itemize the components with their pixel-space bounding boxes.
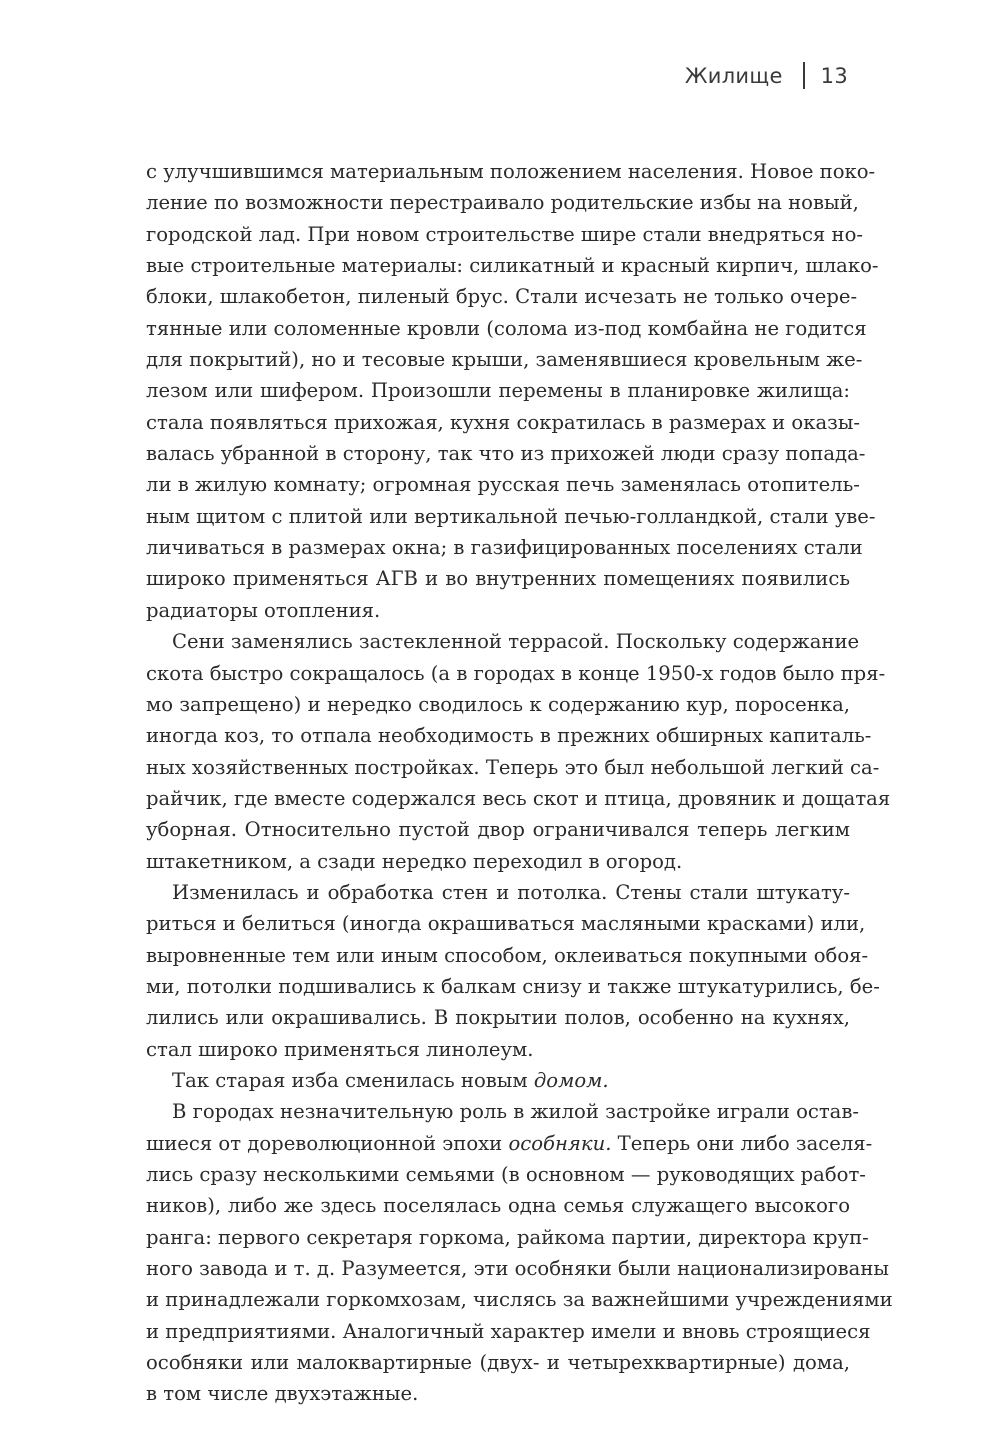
paragraph-5: [146, 1096, 893, 1409]
paragraph-4: [146, 1065, 850, 1096]
text-run: Так старая изба сменилась новым: [172, 1068, 534, 1092]
italic-term-dom: домом.: [533, 1068, 609, 1092]
text-line: и предприятиями. Аналогичный характер имели и вновь строящиеся: [146, 1319, 871, 1343]
text-line: личиваться в размерах окна; в газифицированных поселениях стали: [146, 536, 863, 560]
text-line: вые строительные материалы: силикатный и красный кирпич, шлако-: [146, 254, 879, 278]
text-line: городской лад. При новом строительстве шире стали внедряться но-: [146, 222, 863, 246]
text-line: радиаторы отопления.: [146, 598, 381, 622]
text-line: широко применяться АГВ и во внутренних помещениях появились: [146, 567, 850, 591]
text-line: в том числе двухэтажные.: [146, 1382, 419, 1406]
text-line: блоки, шлакобетон, пиленый брус. Стали исчезать не только очере-: [146, 285, 858, 309]
text-line: ного завода и т. д. Разумеется, эти особняки были национализированы: [146, 1257, 890, 1281]
header-divider: [803, 62, 805, 89]
text-line: [146, 1065, 850, 1096]
text-line: лезом или шифером. Произошли перемены в планировке жилища:: [146, 379, 850, 403]
text-line: выровненные тем или иным способом, оклеиваться покупными обоя-: [146, 943, 869, 967]
text-line: ми, потолки подшивались к балкам снизу и также штукатурились, бе-: [146, 974, 880, 998]
text-line: Сени заменялись застекленной террасой. Поскольку содержание: [172, 630, 860, 654]
text-line: иногда коз, то отпала необходимость в прежних обширных капиталь-: [146, 724, 872, 748]
text-line: и принадлежали горкомхозам, числясь за важнейшими учреждениями: [146, 1288, 893, 1312]
text-line: райчик, где вместе содержался весь скот и птица, дровяник и дощатая: [146, 786, 891, 810]
text-run: шиеся от дореволюционной эпохи: [146, 1131, 509, 1155]
text-line: В городах незначительную роль в жилой застройке играли остав-: [172, 1100, 860, 1124]
text-line: лились или окрашивались. В покрытии полов, особенно на кухнях,: [146, 1006, 850, 1030]
text-line: стал широко применяться линолеум.: [146, 1037, 534, 1061]
paragraph-1: [146, 156, 879, 626]
text-line: ников), либо же здесь поселялась одна семья служащего высокого: [146, 1194, 850, 1218]
text-line: для покрытий), но и тесовые крыши, заменявшиеся кровельным же-: [146, 348, 863, 372]
text-line: тянные или соломенные кровли (солома из-под комбайна не годится: [146, 316, 867, 340]
text-line: особняки или малоквартирные (двух- и четырехквартирные) дома,: [146, 1351, 850, 1375]
text-line: валась убранной в сторону, так что из прихожей люди сразу попада-: [146, 442, 866, 466]
text-line: ли в жилую комнату; огромная русская печь заменялась отопитель-: [146, 473, 860, 497]
text-line: уборная. Относительно пустой двор ограничивался теперь легким: [146, 818, 850, 842]
text-line: мо запрещено) и нередко сводилось к содержанию кур, поросенка,: [146, 692, 850, 716]
text-line: Изменилась и обработка стен и потолка. Стены стали штукату-: [172, 880, 850, 904]
running-head: [685, 62, 848, 89]
text-line: штакетником, а сзади нередко переходил в огород.: [146, 849, 683, 873]
text-line: ных хозяйственных постройках. Теперь это был небольшой легкий са-: [146, 755, 880, 779]
text-line: скота быстро сокращалось (а в городах в конце 1950-х годов было пря-: [146, 661, 886, 685]
text-line: ранга: первого секретаря горкома, райкома партии, директора круп-: [146, 1225, 869, 1249]
text-line: лись сразу несколькими семьями (в основном — руководящих работ-: [146, 1163, 866, 1186]
text-line: риться и белиться (иногда окрашиваться масляными красками) или,: [146, 912, 866, 936]
paragraph-2: [146, 626, 891, 877]
text-run: Теперь они либо заселя-: [611, 1131, 873, 1155]
italic-term-osobnyaki: особняки.: [508, 1131, 612, 1155]
text-line: стала появляться прихожая, кухня сократилась в размерах и оказы-: [146, 410, 861, 434]
section-title: Жилище: [684, 63, 783, 88]
text-line: ным щитом с плитой или вертикальной печью-голландкой, стали уве-: [146, 504, 876, 528]
page-number: 13: [820, 63, 848, 88]
text-line: ление по возможности перестраивало родительские избы на новый,: [146, 191, 859, 215]
text-line: [146, 1128, 873, 1159]
text-line: с улучшившимся материальным положением населения. Новое поко-: [146, 160, 876, 183]
paragraph-3: [146, 877, 880, 1065]
body-text: [146, 156, 893, 1410]
